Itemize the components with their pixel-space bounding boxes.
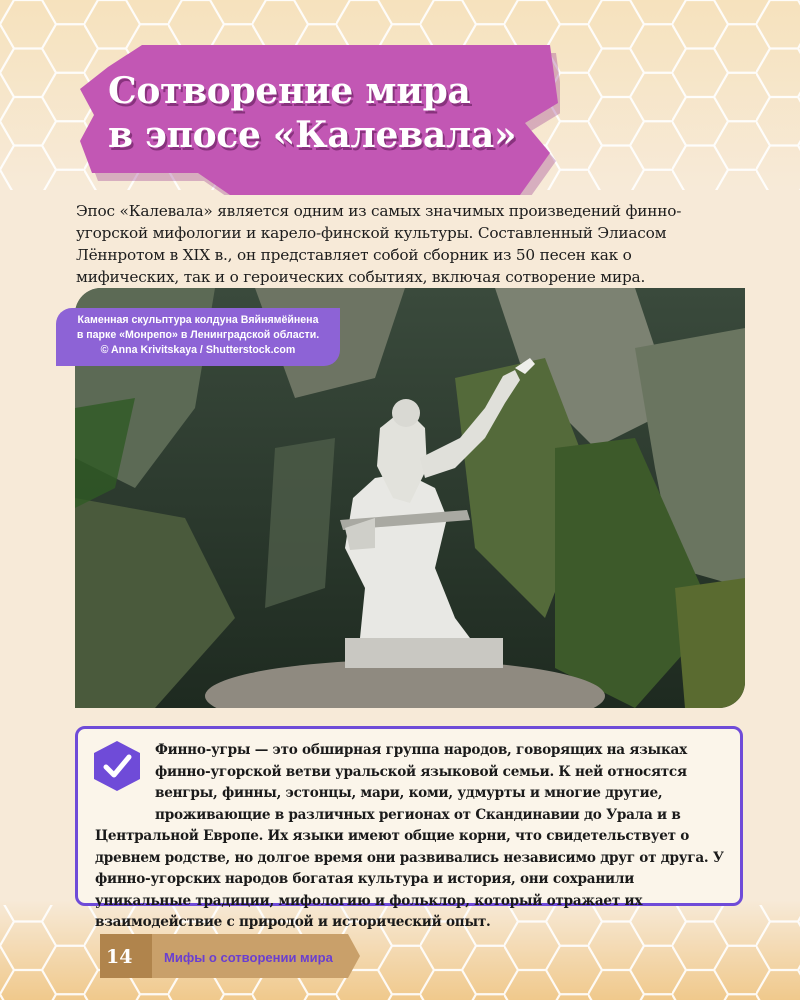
title-line-2: в эпосе «Калевала» (108, 114, 517, 156)
intro-paragraph: Эпос «Калевала» является одним из самых значимых произведений финно-угорской мифологии и карело-финской культуры. Составленный Элиасом Лённротом в XIX в., он представляет собой сборник из 50 песен как о мифических, так и о героических событиях, включая сотворение мира. (76, 202, 682, 286)
title-line-1: Сотворение мира (108, 70, 471, 112)
page-title (108, 69, 548, 157)
page-number: 14 (106, 946, 133, 968)
section-name: Мифы о сотворении мира (164, 950, 333, 965)
title-banner (80, 45, 560, 195)
info-text: Финно-угры — это обширная группа народов, говорящих на языках финно-угорской ветви уральской языковой семьи. К ней относятся венгры, финны, эстонцы, мари, коми, удмурты и многие другие, проживающие в различных регионах от Скандинавии до Урала и в Центральной Европе. Их языки имеют общие корни, что свидетельствует о древнем родстве, но долгое время они развивались независимо друг от друга. У финно-угорских народов богатая культура и история, они сохранили уникальные традиции, мифологию и фольклор, который отражает их взаимодействие с природой и исторический опыт. (95, 742, 724, 930)
caption-line-2: в парке «Монрепо» в Ленинградской области. (76, 329, 320, 341)
photo-caption (56, 308, 340, 366)
caption-line-3: © Anna Krivitskaya / Shutterstock.com (100, 344, 296, 356)
caption-line-1: Каменная скульптура колдуна Вяйнямёйнена (77, 314, 319, 326)
